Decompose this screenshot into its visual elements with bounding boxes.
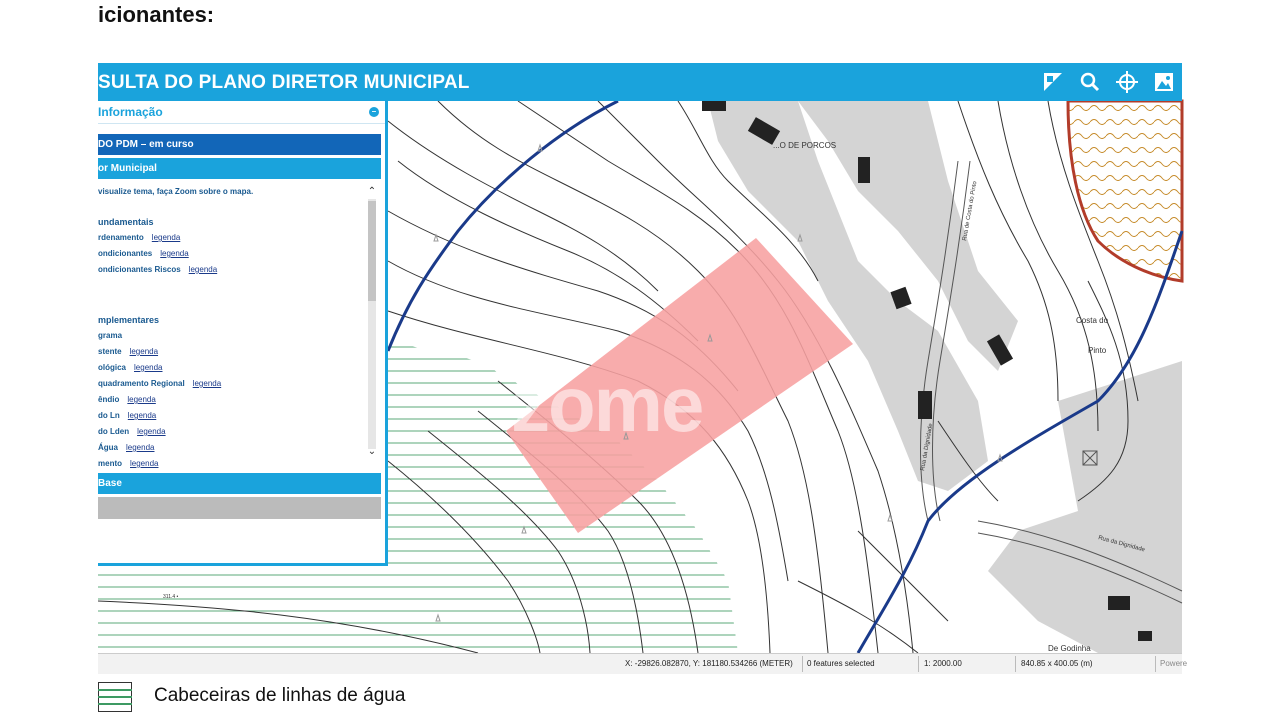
zoom-hint: visualize tema, faça Zoom sobre o mapa. xyxy=(98,187,254,196)
layer-row xyxy=(98,379,221,388)
collapse-icon[interactable]: – xyxy=(369,107,379,117)
group-title-fundamentais: undamentais xyxy=(98,217,154,227)
scroll-up-icon[interactable]: ⌃ xyxy=(367,186,377,197)
hatch-legend-icon xyxy=(98,682,132,712)
legend-link[interactable]: legenda xyxy=(134,363,163,372)
street-label-1: Rua da Dignidade xyxy=(920,422,935,472)
group-title-complementares: mplementares xyxy=(98,315,160,325)
layer-label[interactable]: stente xyxy=(98,347,122,356)
layer-row xyxy=(98,331,122,340)
scale-readout: 1: 2000.00 xyxy=(924,659,962,668)
layer-row xyxy=(98,233,180,242)
info-panel xyxy=(98,101,388,566)
layer-row xyxy=(98,249,189,258)
scroll-down-icon[interactable]: ⌄ xyxy=(367,446,377,457)
legend-link[interactable]: legenda xyxy=(130,459,159,468)
layer-label[interactable]: êndio xyxy=(98,395,120,404)
street-label-2: Rua de Costa do Pinto xyxy=(962,180,979,242)
scroll-thumb[interactable] xyxy=(368,201,376,301)
legend-link[interactable]: legenda xyxy=(129,347,159,356)
map-label-godinha: De Godinha xyxy=(1048,644,1091,653)
watermark: zome xyxy=(511,360,703,448)
legend-link[interactable]: legenda xyxy=(160,249,189,258)
layer-label[interactable]: rdenamento xyxy=(98,233,144,242)
layer-label[interactable]: grama xyxy=(98,331,123,340)
map-label-pinto: Pinto xyxy=(1088,346,1107,355)
separator xyxy=(918,656,919,672)
layer-row xyxy=(98,363,163,372)
layer-label[interactable]: ológica xyxy=(98,363,127,372)
section-plano-municipal[interactable]: or Municipal xyxy=(98,158,381,179)
legend-link[interactable]: legenda xyxy=(137,427,166,436)
street-label-3: Rua da Dignidade xyxy=(1097,535,1146,554)
legend-link[interactable]: legenda xyxy=(188,265,218,274)
layer-label[interactable]: do Ln xyxy=(98,411,120,420)
legend-link[interactable]: legenda xyxy=(192,379,222,388)
features-selected: 0 features selected xyxy=(807,659,875,668)
section-empty xyxy=(98,497,381,519)
separator xyxy=(1015,656,1016,672)
layer-row xyxy=(98,443,154,452)
layer-row xyxy=(98,459,158,468)
layer-label[interactable]: ondicionantes xyxy=(98,249,153,258)
layer-row xyxy=(98,347,158,356)
layer-label[interactable]: do Lden xyxy=(98,427,130,436)
separator xyxy=(1155,656,1156,672)
legend-link[interactable]: legenda xyxy=(151,233,181,242)
crosshair-icon[interactable] xyxy=(1116,71,1138,93)
layer-row xyxy=(98,411,156,420)
layer-label[interactable]: quadramento Regional xyxy=(98,379,185,388)
image-icon[interactable] xyxy=(1153,71,1175,93)
section-base[interactable]: Base xyxy=(98,473,381,494)
panel-header[interactable] xyxy=(98,101,385,124)
page-heading: icionantes: xyxy=(98,2,215,27)
map-label-costa-do: Costa do xyxy=(1076,316,1109,325)
powered-by: Powere xyxy=(1160,659,1188,668)
layer-row xyxy=(98,427,166,436)
legend-label: Cabeceiras de linhas de água xyxy=(154,685,406,706)
status-bar xyxy=(98,653,1188,674)
panel-body xyxy=(98,179,385,469)
layers-icon[interactable] xyxy=(1042,71,1064,93)
layer-row xyxy=(98,395,156,404)
separator xyxy=(802,656,803,672)
title-bar xyxy=(98,63,1182,101)
section-pdm-course[interactable]: DO PDM – em curso xyxy=(98,134,381,155)
layer-label[interactable]: ondicionantes Riscos xyxy=(98,265,181,274)
panel-header-label: Informação xyxy=(98,105,163,119)
map-label-porcos: ...O DE PORCOS xyxy=(773,141,837,150)
layer-label[interactable]: Água xyxy=(98,443,118,452)
coordinates-readout: X: -29826.082870, Y: 181180.534266 (METER) xyxy=(625,659,793,668)
app-title: SULTA DO PLANO DIRETOR MUNICIPAL xyxy=(98,72,470,93)
layer-label[interactable]: mento xyxy=(98,459,122,468)
legend-link[interactable]: legenda xyxy=(127,411,157,420)
pdm-viewer xyxy=(98,63,1188,673)
legend-link[interactable]: legenda xyxy=(127,395,156,404)
extent-readout: 840.85 x 400.05 (m) xyxy=(1021,659,1093,668)
layer-row xyxy=(98,265,217,274)
spot-height-label: 311.4 • xyxy=(163,594,179,600)
legend-link[interactable]: legenda xyxy=(126,443,155,452)
panel-scrollbar[interactable] xyxy=(367,187,377,457)
search-icon[interactable] xyxy=(1079,71,1101,93)
